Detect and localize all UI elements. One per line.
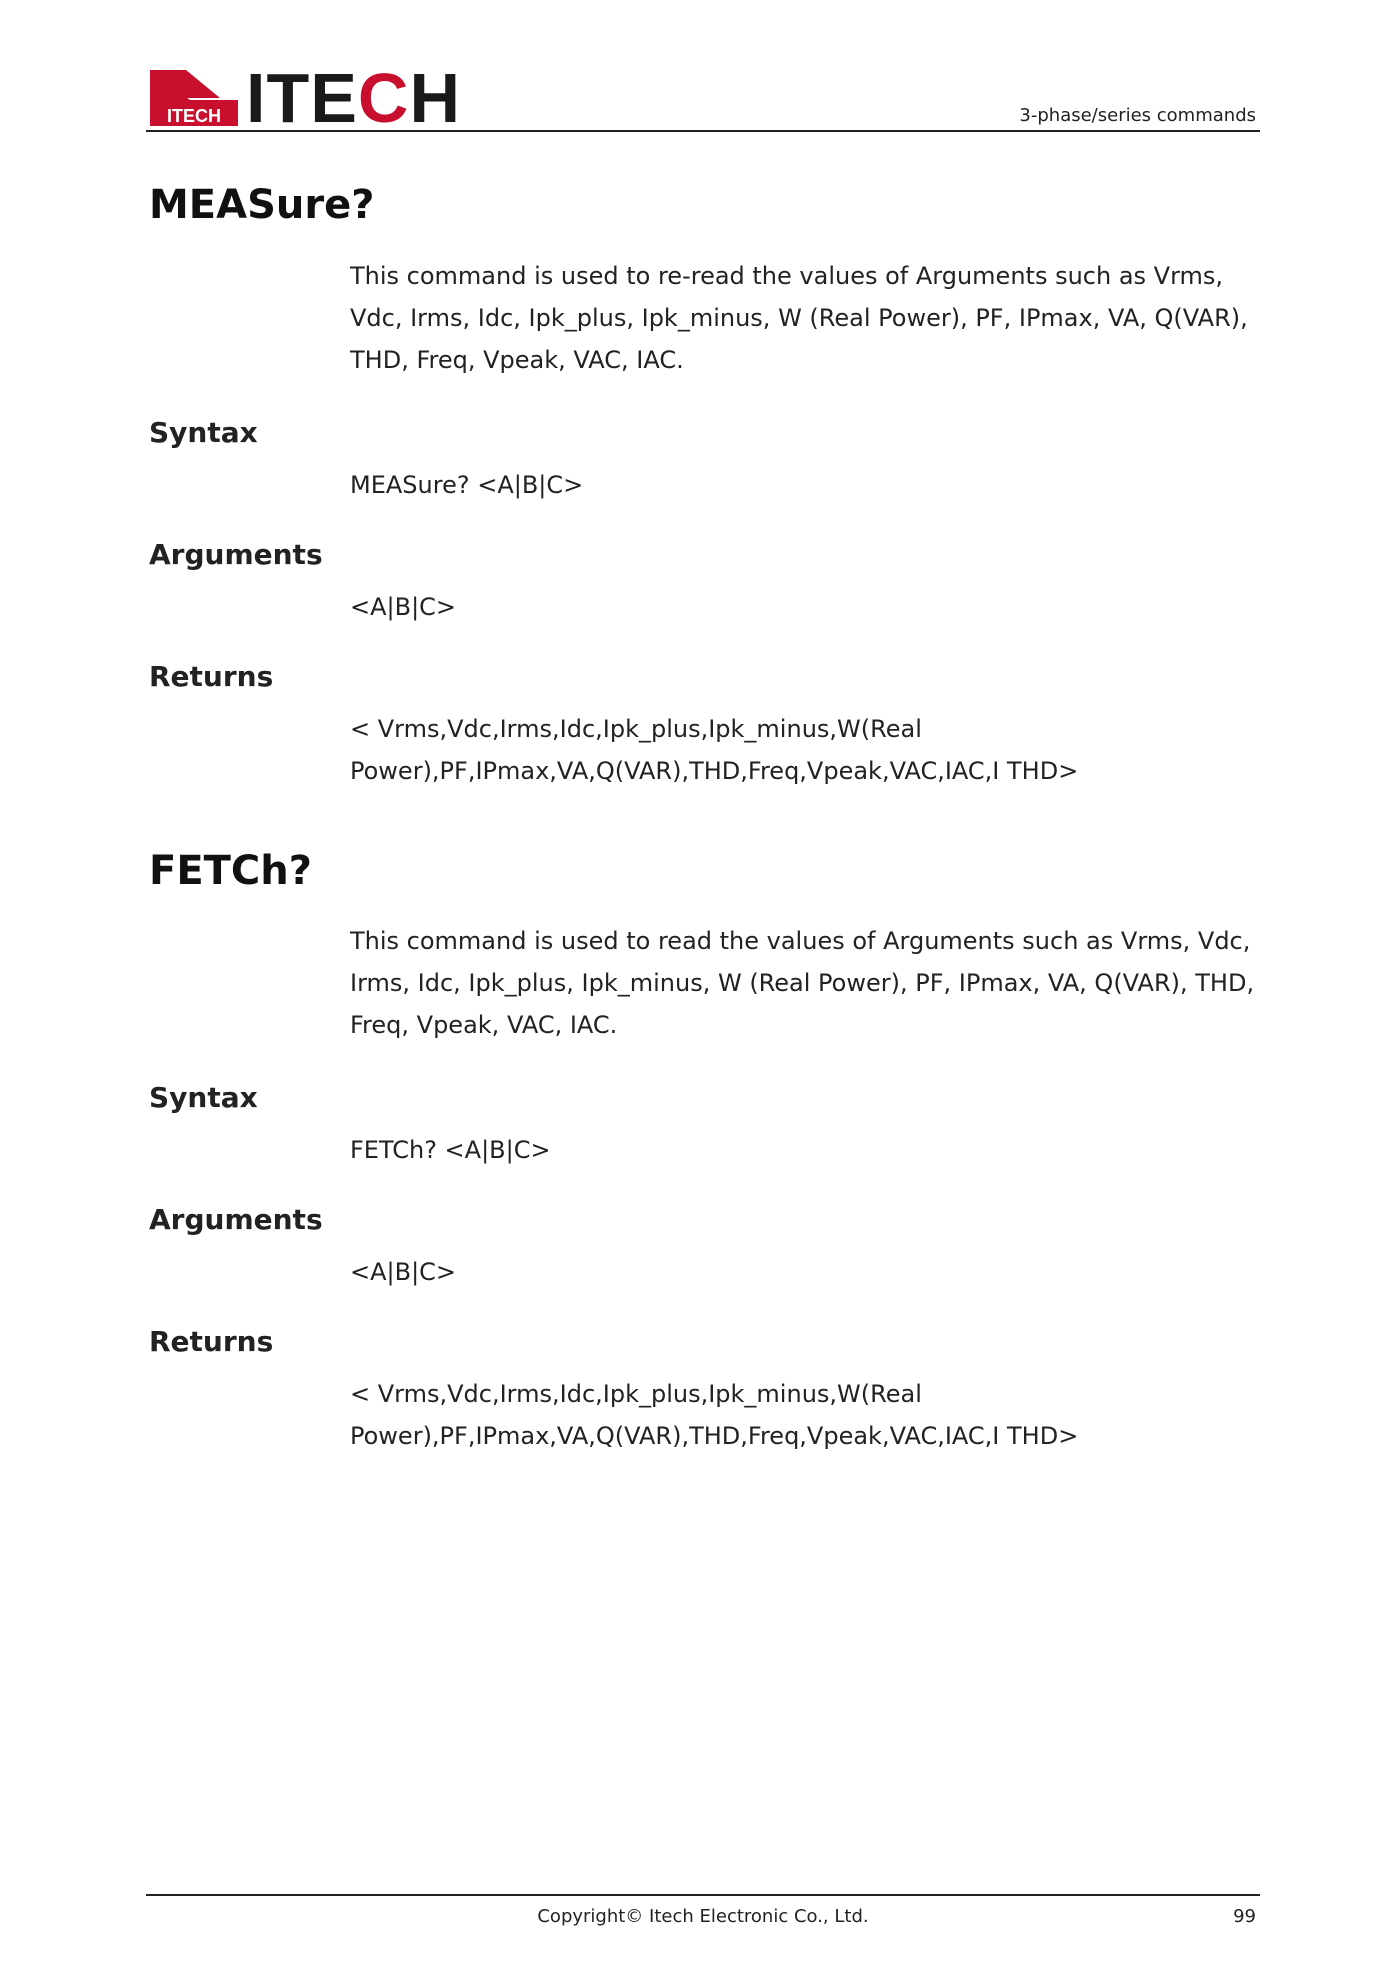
arguments-value-measure: <A|B|C>: [350, 593, 457, 621]
command-title-measure: MEASure?: [149, 182, 375, 228]
syntax-heading-measure: Syntax: [149, 416, 258, 449]
command-description-fetch: This command is used to read the values of Arguments such as Vrms, Vdc, Irms, Idc, Ipk_plus, Ipk_minus, W (Real Power), PF, IPmax, VA, Q(VAR), THD, Freq, Vpeak, VAC, IAC.: [350, 927, 1255, 1039]
logo-wordmark-accent: C: [357, 59, 410, 137]
syntax-value-fetch: FETCh? <A|B|C>: [350, 1136, 551, 1164]
logo-wordmark: [246, 59, 462, 137]
arguments-heading-fetch: Arguments: [149, 1203, 323, 1236]
returns-heading-measure: Returns: [149, 660, 274, 693]
returns-value-fetch: < Vrms,Vdc,Irms,Idc,Ipk_plus,Ipk_minus,W(Real Power),PF,IPmax,VA,Q(VAR),THD,Freq,Vpeak,VAC,IAC,I THD>: [350, 1380, 1079, 1450]
syntax-value-measure: MEASure? <A|B|C>: [350, 471, 584, 499]
command-title-fetch: FETCh?: [149, 848, 312, 894]
syntax-heading-fetch: Syntax: [149, 1081, 258, 1114]
returns-heading-fetch: Returns: [149, 1325, 274, 1358]
command-description-measure: This command is used to re-read the values of Arguments such as Vrms, Vdc, Irms, Idc, Ipk_plus, Ipk_minus, W (Real Power), PF, IPmax, VA, Q(VAR), THD, Freq, Vpeak, VAC, IAC.: [350, 262, 1248, 374]
running-header-title: 3-phase/series commands: [1019, 105, 1256, 126]
page-number: 99: [1233, 1906, 1256, 1927]
itech-logo-mark-icon: [150, 70, 238, 126]
returns-value-measure: < Vrms,Vdc,Irms,Idc,Ipk_plus,Ipk_minus,W(Real Power),PF,IPmax,VA,Q(VAR),THD,Freq,Vpeak,VAC,IAC,I THD>: [350, 715, 1079, 785]
page-header: [146, 59, 1260, 137]
logo-wordmark-part2: H: [409, 59, 462, 137]
logo-badge-text: ITECH: [167, 106, 221, 126]
page-footer: [146, 1894, 1260, 1936]
itech-logo: [150, 59, 462, 137]
logo-wordmark-part1: ITE: [246, 59, 358, 137]
arguments-value-fetch: <A|B|C>: [350, 1258, 457, 1286]
arguments-heading-measure: Arguments: [149, 538, 323, 571]
copyright-text: Copyright© Itech Electronic Co., Ltd.: [537, 1906, 869, 1927]
